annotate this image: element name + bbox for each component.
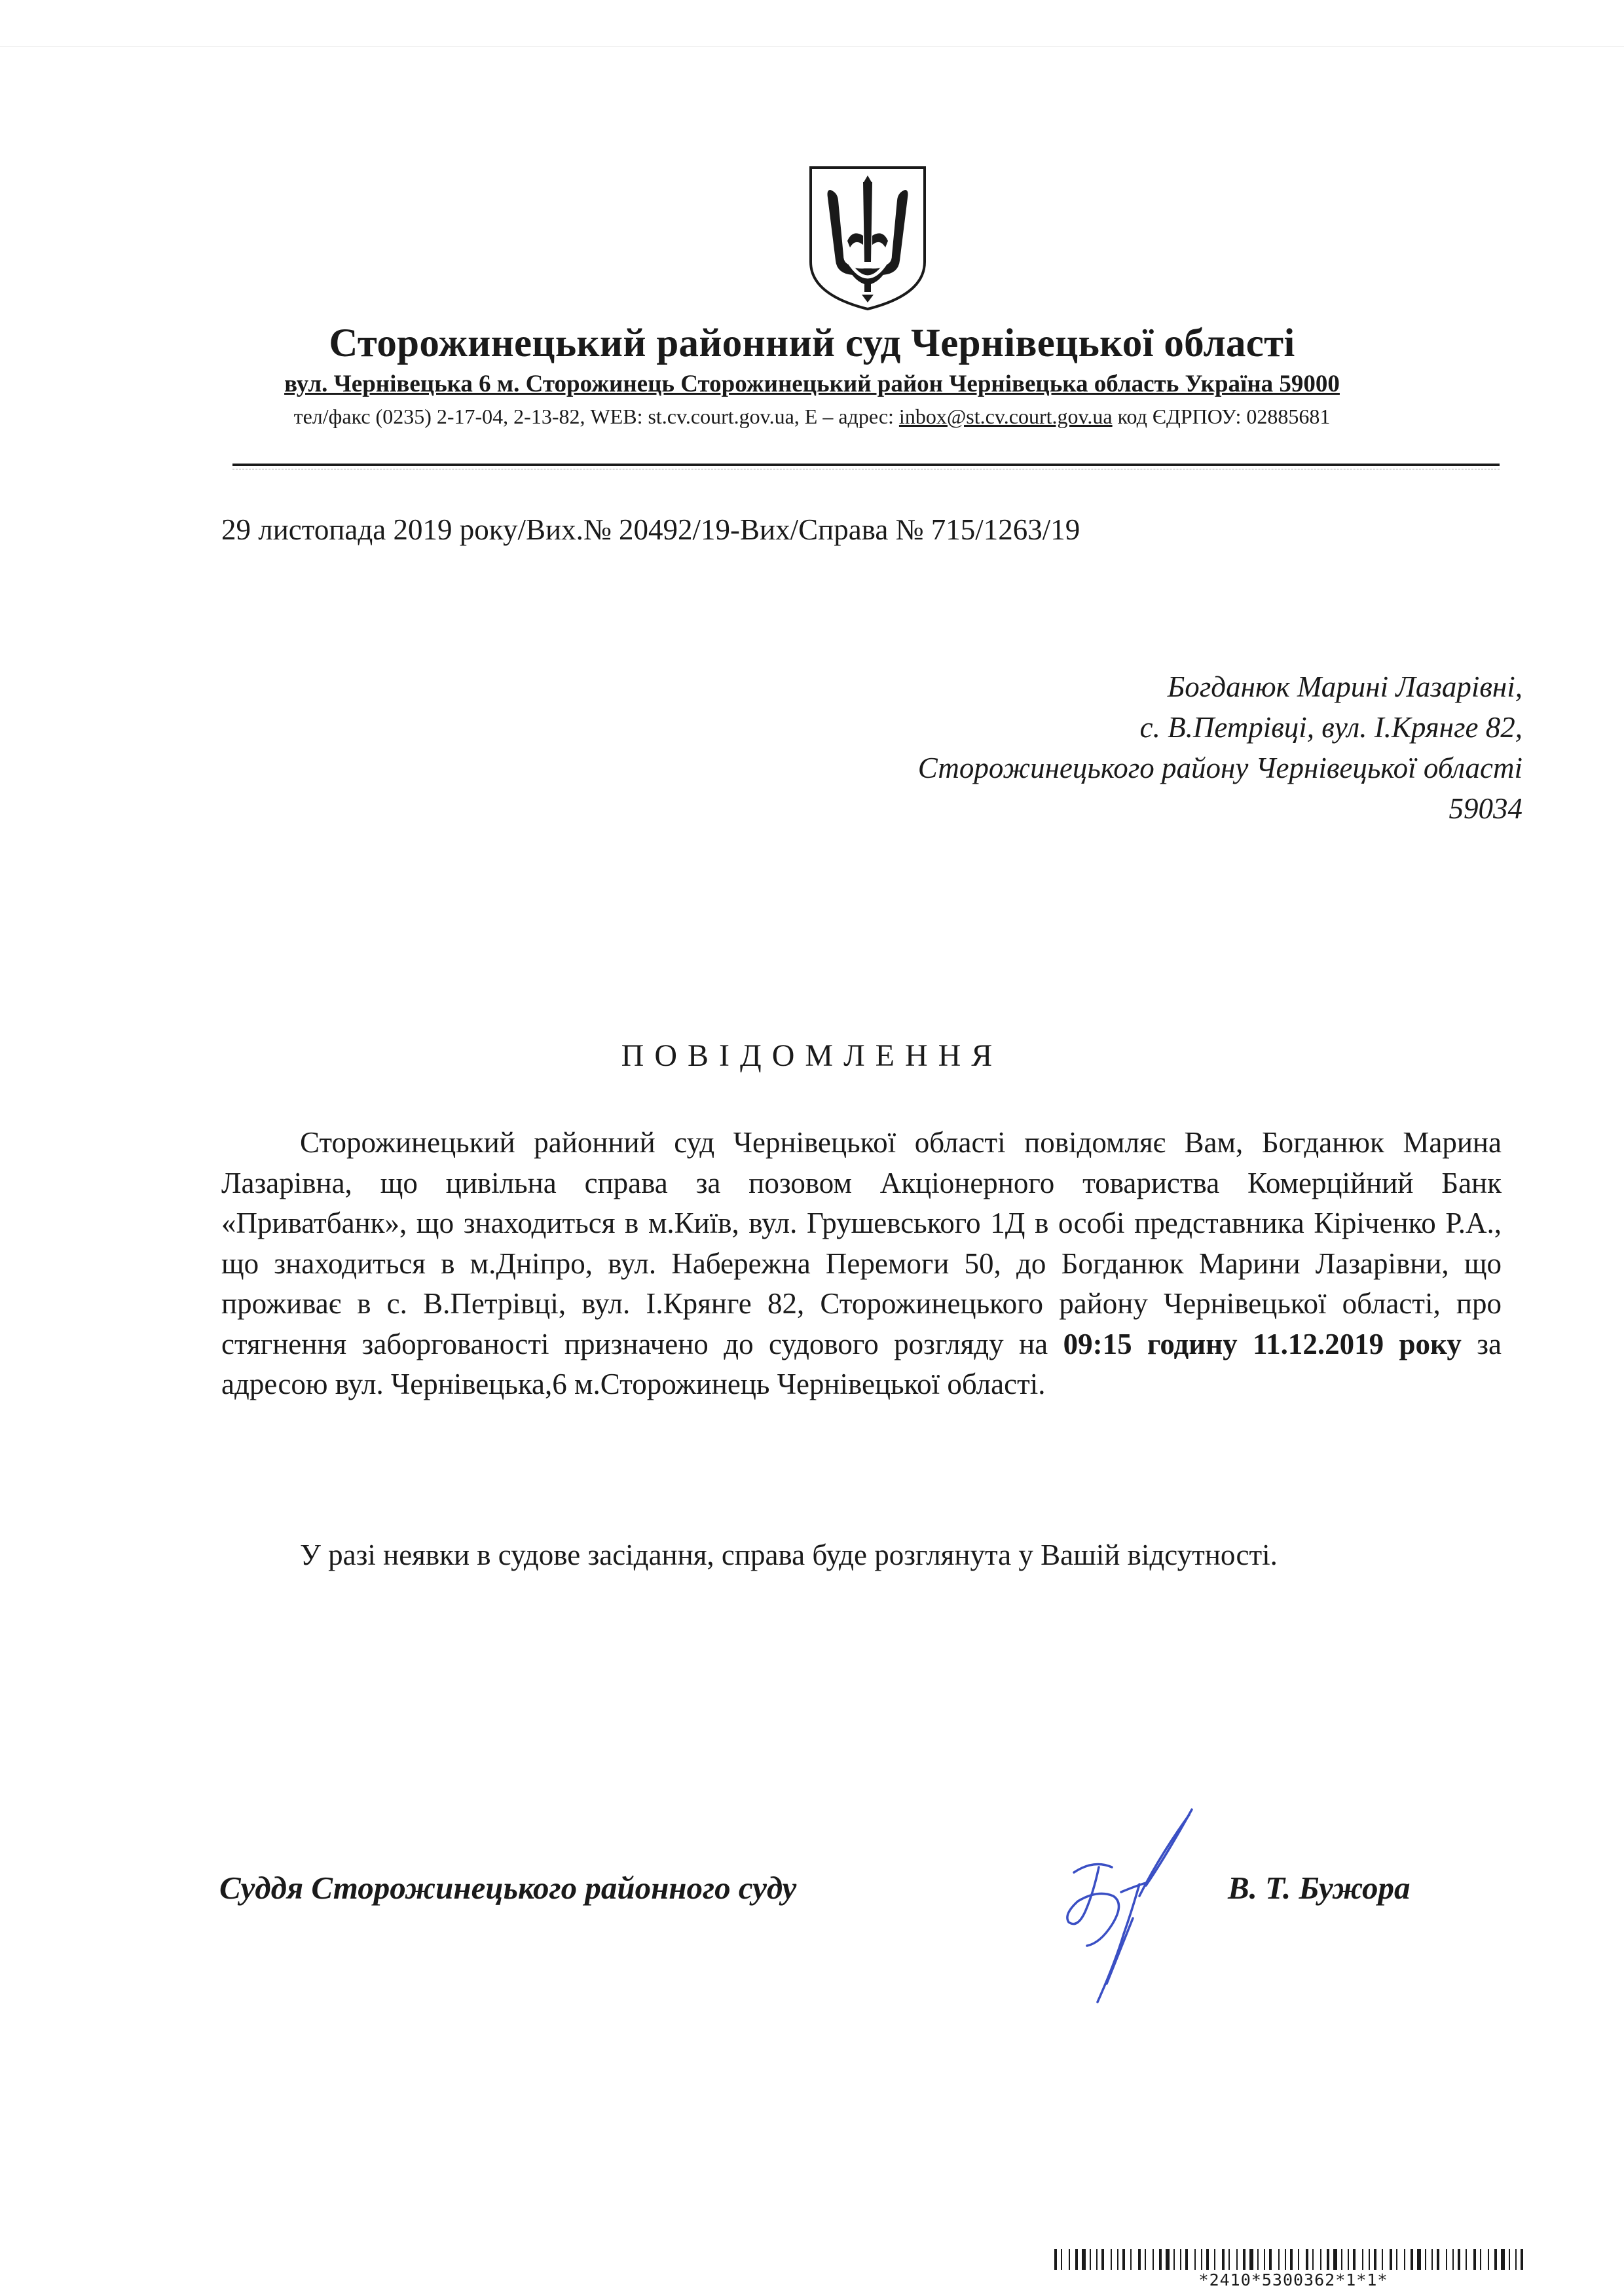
court-contacts <box>0 405 1624 429</box>
court-address: вул. Чернівецька 6 м. Сторожинець Сторожинецький район Чернівецька область Україна 59000 <box>284 371 1340 397</box>
body-paragraph-1 <box>221 1123 1502 1405</box>
document-title: ПОВІДОМЛЕННЯ <box>621 1038 1003 1073</box>
hearing-datetime: 09:15 годину 11.12.2019 року <box>1063 1327 1462 1360</box>
body-paragraph-2 <box>221 1535 1502 1576</box>
court-email-link[interactable]: inbox@st.cv.court.gov.ua <box>898 405 1113 428</box>
recipient-address-region: Сторожинецького району Чернівецької області <box>917 752 1522 784</box>
handwritten-signature-icon <box>1035 1794 1238 2010</box>
recipient-address-street: с. В.Петрівці, вул. І.Крянге 82, <box>1139 711 1522 744</box>
header-divider <box>232 464 1500 466</box>
body-paragraph-1-tail: за адресою вул. Чернівецька,6 м.Сторожинець Чернівецької області. <box>221 1327 1502 1400</box>
recipient-postal-code: 59034 <box>1449 792 1522 825</box>
body-paragraph-2-text: У разі неявки в судове засідання, справа буде розглянута у Вашій відсутності. <box>300 1539 1278 1571</box>
document-barcode <box>1054 2249 1532 2270</box>
signer-position: Суддя Сторожинецького районного суду <box>219 1870 797 1906</box>
body-paragraph-1-text: Сторожинецький районний суд Чернівецької області повідомляє Вам, Богданюк Марина Лазарівна, що цивільна справа за позовом Акціонерного товариства Комерційний Банк «Приватбанк», що знаходиться в м.Київ, вул. Грушевського 1Д в особі представника Кіріченко Р.А., що знаходиться в м.Дніпро, вул. Набережна Перемоги 50, до Богданюк Марини Лазарівни, що проживає в с. В.Петрівці, вул. І.Крянге 82, Сторожинецького району Чернівецької області, про стягнення заборгованості призначено до судового розгляду на <box>221 1126 1502 1360</box>
signer-name: В. Т. Бужора <box>1228 1870 1411 1906</box>
document-reference: 29 листопада 2019 року/Вих.№ 20492/19-Вих/Справа № 715/1263/19 <box>221 513 1080 546</box>
court-name: Сторожинецький районний суд Чернівецької області <box>329 321 1295 365</box>
contacts-prefix: тел/факс (0235) 2-17-04, 2-13-82, WEB: st.cv.court.gov.ua, E – адрес: <box>293 405 899 428</box>
recipient-block <box>918 666 1522 829</box>
barcode-number: *2410*5300362*1*1* <box>1198 2270 1388 2289</box>
coat-of-arms-icon <box>807 164 929 312</box>
contacts-suffix: код ЄДРПОУ: 02885681 <box>1112 405 1331 428</box>
recipient-name: Богданюк Марині Лазарівні, <box>1167 670 1522 703</box>
